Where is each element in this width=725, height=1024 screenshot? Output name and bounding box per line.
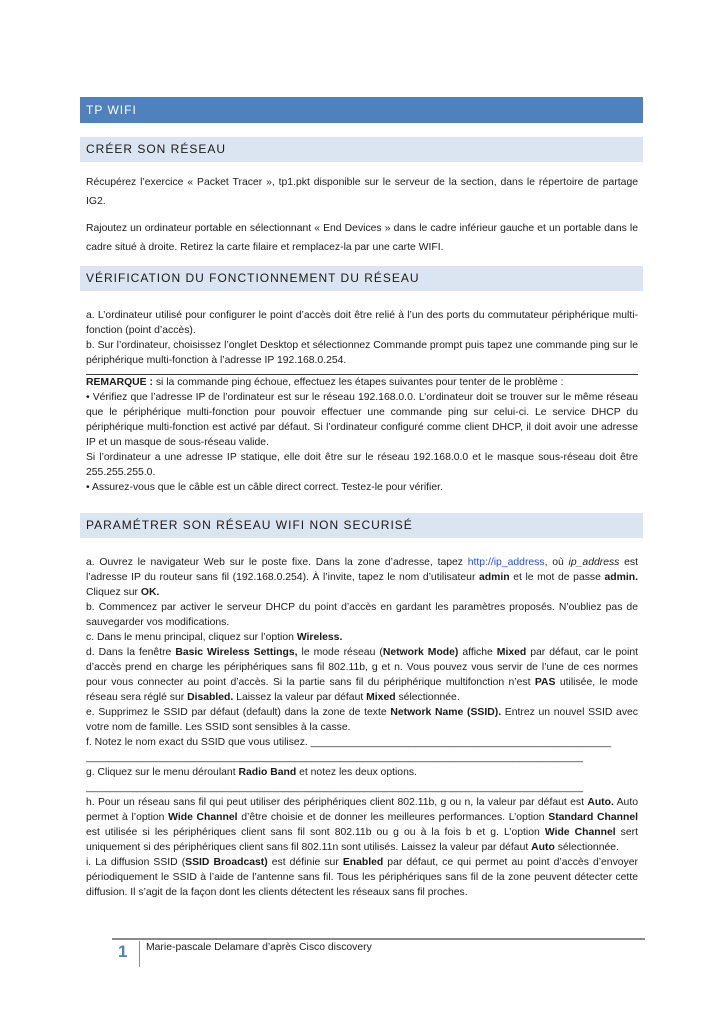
- bold-text: Radio Band: [238, 767, 297, 778]
- step-a: [86, 555, 638, 600]
- bold-text: Mixed: [496, 647, 527, 658]
- section-heading-verification: VÉRIFICATION DU FONCTIONNEMENT DU RÉSEAU: [80, 266, 643, 291]
- bold-text: PAS: [534, 677, 556, 688]
- bold-text: SSID Broadcast): [185, 857, 268, 868]
- step-h: [86, 795, 638, 855]
- section-heading-creer: CRÉER SON RÉSEAU: [80, 137, 643, 162]
- text: g. Cliquez sur le menu déroulant: [86, 767, 239, 778]
- step-a: a. L’ordinateur utilisé pour configurer le point d’accès doit être relié à l’un des ports du commutateur périphérique multi-fonction (point d’accès).: [86, 310, 638, 336]
- step-f: f. Notez le nom exact du SSID que vous utilisez. ____________________________________________________: [86, 737, 612, 748]
- text: Entrez un nouvel SSID avec votre nom de famille. Les SSID sont sensibles à la casse.: [86, 707, 638, 733]
- step-g: [86, 765, 638, 780]
- page-number: 1: [118, 942, 128, 961]
- bold-text: OK.: [140, 587, 160, 598]
- bold-text: Enabled: [342, 857, 384, 868]
- step-b: b. Sur l’ordinateur, choisissez l’onglet Desktop et sélectionnez Commande prompt puis tapez une commande ping sur le périphérique multi-fonction à l’adresse IP 192.168.0.254.: [86, 340, 638, 366]
- remark-label: REMARQUE :: [86, 377, 153, 388]
- section-body-parametrer: [86, 555, 638, 900]
- text: a. Ouvrez le navigateur Web sur le poste fixe. Dans la zone d’adresse, tapez: [86, 557, 468, 568]
- text: affiche: [458, 647, 497, 658]
- text: sélectionnée.: [554, 842, 619, 853]
- bold-text: admin.: [604, 572, 638, 583]
- step-b: b. Commencez par activer le serveur DHCP du point d’accès en gardant les paramètres proposés. N’oubliez pas de sauvegarder vos modifications.: [86, 602, 638, 628]
- text: Cliquez sur: [86, 587, 141, 598]
- footer-author: Marie-pascale Delamare d’après Cisco discovery: [146, 942, 372, 953]
- text: sélectionnée.: [395, 692, 460, 703]
- step-d: [86, 645, 638, 705]
- text: ip_address: [568, 557, 620, 568]
- footer-separator: [139, 941, 140, 967]
- text: e. Supprimez le SSID par défaut (default) dans la zone de texte: [86, 707, 391, 718]
- paragraph: Rajoutez un ordinateur portable en sélectionnant « End Devices » dans le cadre inférieur gauche et un portable dans le cadre situé à droite. Retirez la carte filaire et remplacez-la par une carte WIFI.: [86, 223, 638, 253]
- text: et le mot de passe: [509, 572, 605, 583]
- bullet-item: • Assurez-vous que le câble est un câble direct correct. Testez-le pour vérifier.: [86, 482, 443, 493]
- step-c: [86, 630, 638, 645]
- text: i. La diffusion SSID (: [86, 857, 186, 868]
- bold-text: Mixed: [366, 692, 396, 703]
- answer-line: ______________________________________________________________________________________: [86, 752, 583, 763]
- ip-address-link[interactable]: http://ip_address: [467, 557, 545, 568]
- text: d’être choisie et de donner les meilleures performances. L’option: [237, 812, 549, 823]
- text: par défaut, ce qui permet au point d’accès d’envoyer périodiquement le SSID à l’aide de l’antenne sans fil. Tous les périphériques sans fil de la zone peuvent détecter cette diffusion. Il s’agit de la façon dont les clients détectent les réseaux sans fil proches.: [86, 857, 638, 898]
- bold-text: Network Mode): [382, 647, 459, 658]
- paragraph: Si l’ordinateur a une adresse IP statique, elle doit être sur le réseau 192.168.0.0 et le masque sous-réseau doit être 255.255.255.0.: [86, 452, 638, 478]
- bold-text: Auto: [531, 842, 555, 853]
- document-title: TP WIFI: [80, 97, 643, 123]
- footer-divider: [112, 938, 645, 940]
- text: est utilisée si les périphériques client sans fil sont 802.11b ou g ou à la fois b et g. L’option: [86, 827, 545, 838]
- text: , où: [544, 557, 569, 568]
- text: est définie sur: [267, 857, 343, 868]
- section-body-creer: [86, 174, 638, 257]
- bold-text: Wireless.: [296, 632, 343, 643]
- section-heading-parametrer: PARAMÉTRER SON RÉSEAU WIFI NON SECURISÉ: [80, 513, 643, 538]
- bold-text: Disabled.: [187, 692, 234, 703]
- remark-text: si la commande ping échoue, effectuez les étapes suivantes pour tenter de le problème :: [152, 377, 564, 388]
- bold-text: Standard Channel: [548, 812, 638, 823]
- bold-text: Basic Wireless Settings,: [175, 647, 298, 658]
- text: d. Dans la fenêtre: [86, 647, 176, 658]
- text: le mode réseau (: [297, 647, 383, 658]
- remark: [86, 375, 638, 390]
- paragraph: Récupérez l’exercice « Packet Tracer », tp1.pkt disponible sur le serveur de la section, dans le répertoire de partage IG2.: [86, 177, 638, 207]
- text: et notez les deux options.: [296, 767, 417, 778]
- bold-text: Wide Channel: [544, 827, 616, 838]
- text: Auto permet à l’option: [86, 797, 638, 823]
- text: sert uniquement si des périphériques client sans fil 802.11n sont utilisés. Laissez la valeur par défaut: [86, 827, 638, 853]
- step-e: [86, 705, 638, 735]
- text: c. Dans le menu principal, cliquez sur l’option: [86, 632, 297, 643]
- text: utilisée, le mode réseau sera réglé sur: [86, 677, 638, 703]
- bullet-item: • Vérifiez que l’adresse IP de l’ordinateur est sur le réseau 192.168.0.0. L’ordinateur doit se trouver sur le même réseau que le périphérique multi-fonction pour pouvoir effectuer une commande ping sur celui-ci. Le service DHCP du périphérique multi-fonction est activé par défaut. Si l’ordinateur configuré comme client DHCP, il doit avoir une adresse IP et un masque de sous-réseau valide.: [86, 392, 638, 448]
- answer-line: ______________________________________________________________________________________: [86, 782, 583, 793]
- bold-text: Network Name (SSID).: [390, 707, 502, 718]
- bold-text: Auto.: [587, 797, 614, 808]
- section-body-verification: [86, 308, 638, 495]
- text: par défaut, car le point d’accès prend en charge les périphériques sans fil 802.11b, g et n. Vous pouvez vous servir de l’une de ces normes pour vous connecter au point d’accès. Si la partie sans fil du périphérique multifonction n’est: [86, 647, 639, 688]
- text: h. Pour un réseau sans fil qui peut utiliser des périphériques client 802.11b, g ou n, la valeur par défaut est: [86, 797, 588, 808]
- bold-text: Wide Channel: [168, 812, 238, 823]
- bold-text: admin: [479, 572, 510, 583]
- step-i: [86, 855, 638, 900]
- text: Laissez la valeur par défaut: [233, 692, 367, 703]
- text: est l’adresse IP du routeur sans fil (192.168.0.254). À l’invite, tapez le nom d’utilisateur: [86, 557, 639, 583]
